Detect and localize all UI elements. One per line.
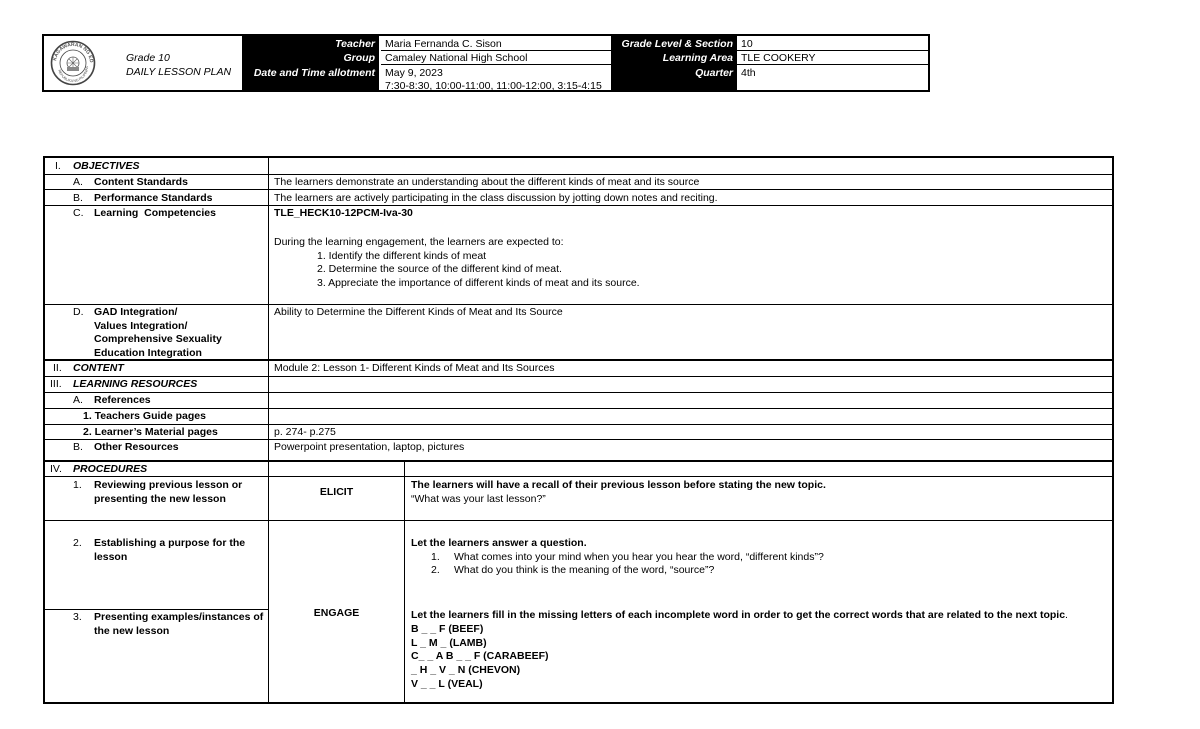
learning-area-label: Learning Area (662, 52, 733, 64)
gad-label-line: GAD Integration/ (94, 306, 178, 318)
svg-text:REPUBLIKA NG PILIPINAS: REPUBLIKA NG PILIPINAS (57, 66, 90, 84)
learners-material-value: p. 274- p.275 (274, 426, 336, 438)
gad-label-line: Comprehensive Sexuality (94, 333, 222, 345)
other-resources-label: Other Resources (94, 441, 179, 453)
gad-value: Ability to Determine the Different Kinds of Meat and Its Source (274, 306, 563, 318)
header-values-left (381, 36, 611, 90)
references-letter: A. (73, 394, 83, 406)
other-resources-value: Powerpoint presentation, laptop, pictures (274, 441, 465, 453)
procedure-1-label-line: presenting the new lesson (94, 493, 226, 505)
svg-text:KAGAWARAN NG EDUKASYON: KAGAWARAN NG ED (52, 41, 95, 63)
gad-label-line: Education Integration (94, 347, 202, 359)
content-standards-value: The learners demonstrate an understanding about the different kinds of meat and its source (274, 176, 700, 188)
competency-item: 2. Determine the source of the different kind of meat. (317, 263, 562, 275)
procedure-2-q1-num: 1. (431, 551, 440, 563)
procedure-1-label-line: Reviewing previous lesson or (94, 479, 243, 491)
learning-area-value: TLE COOKERY (741, 52, 816, 64)
group-label: Group (343, 52, 375, 64)
group-value: Camaley National High School (385, 52, 528, 64)
procedure-3-heading-end: . (1065, 609, 1068, 621)
other-resources-letter: B. (73, 441, 83, 453)
competencies-label: Learning Competencies (94, 207, 216, 219)
performance-standards-label: Performance Standards (94, 192, 213, 204)
performance-standards-value: The learners are actively participating in the class discussion by jotting down notes and reciting. (274, 192, 718, 204)
missing-letters-word: _ H _ V _ N (CHEVON) (411, 664, 521, 676)
date-label: Date and Time allotment (253, 67, 375, 79)
procedure-3-label-line: the new lesson (94, 625, 170, 637)
procedures-title: PROCEDURES (73, 463, 148, 475)
procedure-2-q2-num: 2. (431, 564, 440, 576)
teacher-label: Teacher (335, 38, 375, 50)
procedure-1-num: 1. (73, 479, 82, 491)
gad-label-line: Values Integration/ (94, 320, 188, 332)
procedure-2-q1: What comes into your mind when you hear you hear the word, “different kinds”? (454, 551, 824, 563)
learners-material-label: 2. Learner’s Material pages (83, 426, 218, 438)
objectives-num: I. (55, 160, 61, 172)
procedure-1-heading: The learners will have a recall of their previous lesson before stating the new topic. (411, 479, 826, 491)
competency-item: 3. Appreciate the importance of different kinds of meat and its source. (317, 277, 640, 289)
missing-letters-word: V _ _ L (VEAL) (411, 678, 483, 690)
procedure-2-num: 2. (73, 537, 82, 549)
missing-letters-word: L _ M _ (LAMB) (411, 637, 487, 649)
objectives-title: OBJECTIVES (73, 160, 140, 172)
content-value: Module 2: Lesson 1- Different Kinds of Meat and Its Sources (274, 362, 555, 374)
plan-title: DAILY LESSON PLAN (126, 66, 232, 78)
teachers-guide-label: 1. Teachers Guide pages (83, 410, 206, 422)
time-value: 7:30-8:30, 10:00-11:00, 11:00-12:00, 3:15-4:15 (385, 80, 602, 92)
lesson-plan-table (43, 156, 1114, 704)
grade-level-value: 10 (741, 38, 753, 50)
quarter-value: 4th (741, 67, 756, 79)
competency-intro: During the learning engagement, the learners are expected to: (274, 236, 564, 248)
references-label: References (94, 394, 151, 406)
missing-letters-word: C_ _ A B _ _ F (CARABEEF) (411, 650, 549, 662)
procedure-2-q2: What do you think is the meaning of the word, “source”? (454, 564, 715, 576)
header-labels-right (611, 36, 737, 90)
missing-letters-word: B _ _ F (BEEF) (411, 623, 484, 635)
procedure-3-num: 3. (73, 611, 82, 623)
procedure-3-label-line: Presenting examples/instances of (94, 611, 264, 623)
procedure-1-question: “What was your last lesson?” (411, 493, 546, 505)
procedures-num: IV. (50, 463, 62, 475)
procedure-2-heading: Let the learners answer a question. (411, 537, 587, 549)
header-values-right (737, 36, 928, 90)
lesson-plan-header (42, 34, 930, 92)
phase-elicit: ELICIT (319, 486, 354, 498)
procedure-2-label-line: lesson (94, 551, 128, 563)
procedure-3-heading-wrap (411, 609, 1068, 622)
teacher-value: Maria Fernanda C. Sison (385, 38, 502, 50)
procedure-2-label-line: Establishing a purpose for the (94, 537, 246, 549)
content-num: II. (53, 362, 62, 374)
competency-item: 1. Identify the different kinds of meat (317, 250, 487, 262)
content-standards-letter: A. (73, 176, 83, 188)
header-title-cell (44, 36, 243, 90)
content-standards-label: Content Standards (94, 176, 188, 188)
content-title: CONTENT (73, 362, 124, 374)
competencies-letter: C. (73, 207, 84, 219)
resources-title: LEARNING RESOURCES (73, 378, 198, 390)
grade-title: Grade 10 (126, 52, 170, 64)
gad-letter: D. (73, 306, 84, 318)
grade-level-label: Grade Level & Section (621, 38, 733, 50)
quarter-label: Quarter (695, 67, 733, 79)
deped-seal-logo (50, 40, 96, 86)
performance-standards-letter: B. (73, 192, 83, 204)
procedure-3-heading: Let the learners fill in the missing letters of each incomplete word in order to get the correct words that are related to the next topic (411, 609, 1066, 621)
header-labels-left (242, 36, 379, 90)
resources-num: III. (50, 378, 62, 390)
date-value: May 9, 2023 (385, 67, 443, 79)
phase-engage: ENGAGE (313, 607, 360, 619)
competency-code: TLE_HECK10-12PCM-Iva-30 (274, 207, 413, 219)
